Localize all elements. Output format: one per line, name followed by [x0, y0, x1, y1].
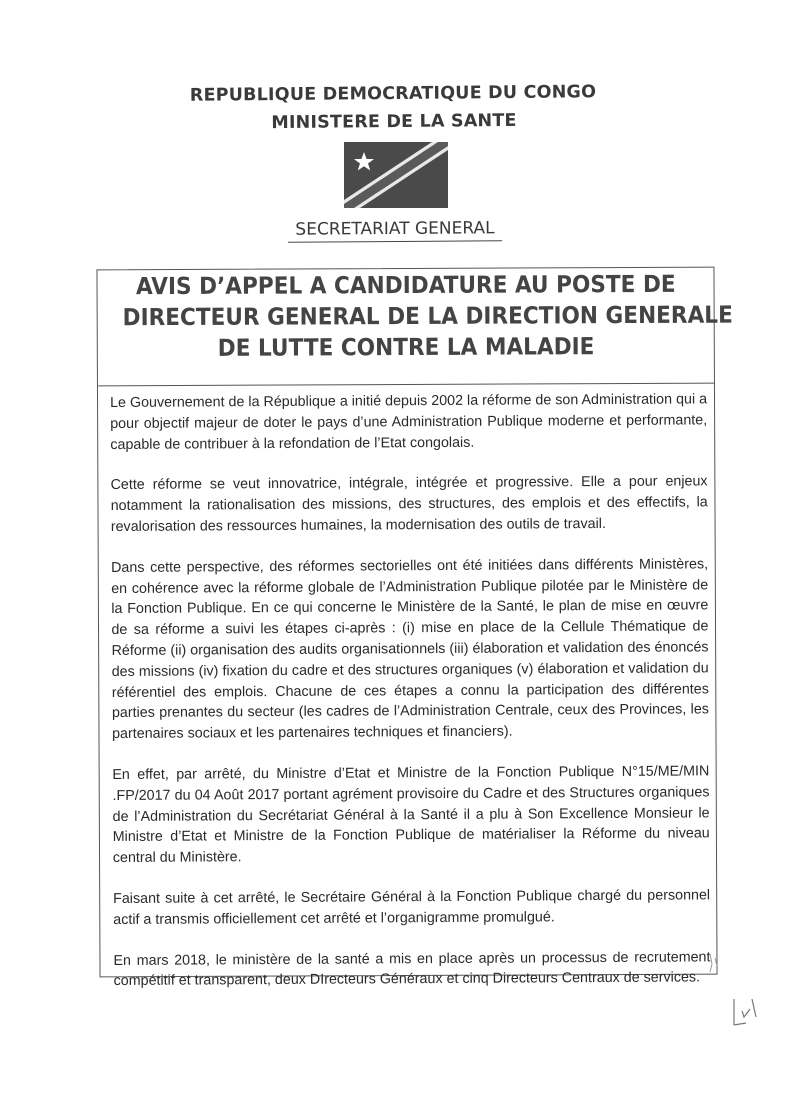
notice-paragraph-5: Faisant suite à cet arrêté, le Secrétaire Général à la Fonction Publique chargé du personnel actif a transmis officiellement cet arrêté et l’organigramme promulgué.	[113, 887, 711, 928]
ministry-heading: MINISTERE DE LA SANTE	[271, 110, 517, 134]
notice-paragraph-3: Dans cette perspective, des réformes sectorielles ont été initiées dans différents Ministères, en cohérence avec la réforme globale de l’Administration Publique pilotée par le Ministère de la Fonction Publique. En ce qui concerne le Ministère de la Santé, le plan de mise en œuvre de sa réforme a suivi les étapes ci-après : (i) mise en place de la Cellule Thématique de Réforme (ii) organisation des audits organisationnels (iii) élaboration et validation des énoncés des missions (iv) fixation du cadre et des structures organiques (v) élaboration et validation du référentiel des emplois. Chacune de ces étapes a connu la participation des différentes parties prenantes du secteur (les cadres de l’Administration Centrale, ceux des Provinces, les partenaires sociaux et les partenaires techniques et financiers).	[111, 556, 709, 743]
notice-title-line-2: DIRECTEUR GENERAL DE LA DIRECTION GENERALE	[122, 300, 733, 332]
notice-title-line-3: DE LUTTE CONTRE LA MALADIE	[217, 332, 595, 362]
notice-paragraph-6: En mars 2018, le ministère de la santé a mis en place après un processus de recrutement compétitif et transparent, deux DIrecteurs Généraux et cinq Directeurs Centraux de services.	[113, 948, 711, 990]
drc-flag-image	[344, 142, 448, 208]
notice-title-block	[98, 267, 733, 387]
handwritten-initial-mark	[730, 995, 760, 1031]
scan-artifact-mark	[707, 952, 723, 974]
notice-paragraph-4: En effet, par arrêté, du Ministre d’Etat et Ministre de la Fonction Publique N°15/ME/MIN .FP/2017 du 04 Août 2017 portant agrément provisoire du Cadre et des Structures organiques de l’Administration du Secrétariat Général à la Santé il a plu à Son Excellence Monsieur le Ministre d’Etat et Ministre de la Fonction Publique de matérialiser la Réforme du niveau central du Ministère.	[112, 763, 710, 867]
notice-title-line-1: AVIS D’APPEL A CANDIDATURE AU POSTE DE	[135, 269, 676, 301]
country-heading: REPUBLIQUE DEMOCRATIQUE DU CONGO	[189, 82, 597, 106]
notice-paragraph-1: Le Gouvernement de la République a initié depuis 2002 la réforme de son Administration qui a pour objectif majeur de doter le pays d’une Administration Publique moderne et performante, capable de contribuer à la refondation de l’Etat congolais.	[110, 391, 708, 453]
department-heading: SECRETARIAT GENERAL	[288, 217, 502, 242]
notice-paragraph-2: Cette réforme se veut innovatrice, intégrale, intégrée et progressive. Elle a pour enjeux notamment la rationalisation des missions, des structures, des emplois et des effectifs, la revalorisation des ressources humaines, la modernisation des outils de travail.	[110, 473, 708, 535]
notice-body	[110, 389, 711, 1012]
